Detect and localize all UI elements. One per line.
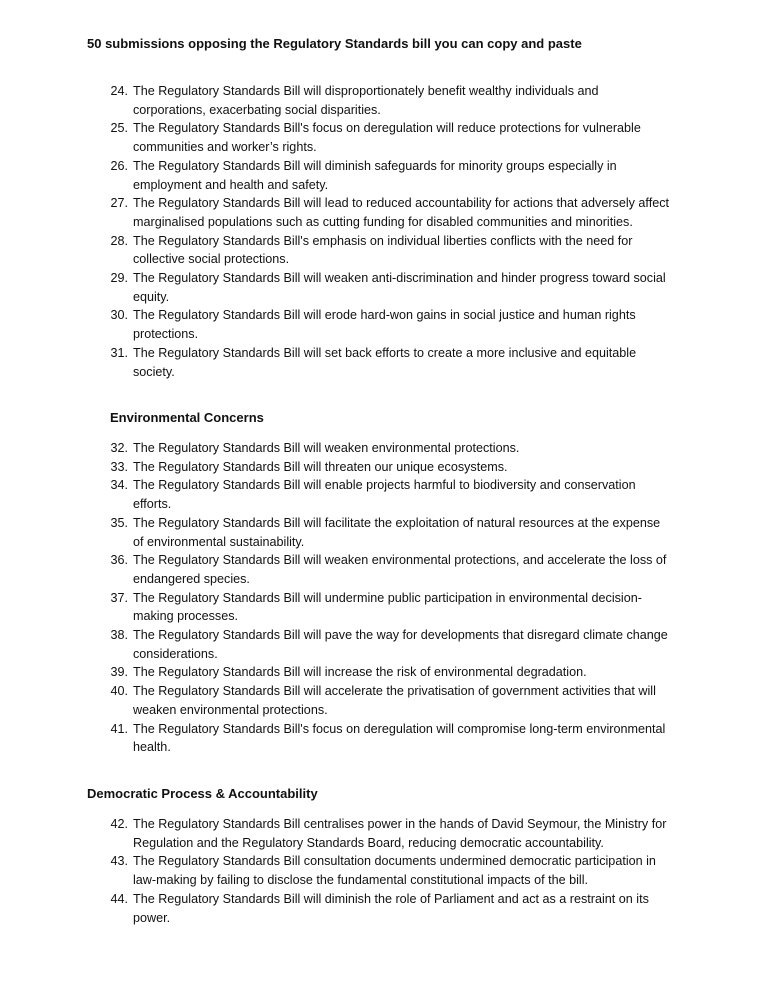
list-item bbox=[0, 589, 673, 626]
item-text: The Regulatory Standards Bill will accelerate the privatisation of government activities that will weaken environmental protections. bbox=[133, 684, 656, 717]
list-item bbox=[0, 551, 673, 588]
item-number: 43. bbox=[110, 854, 128, 869]
item-text: The Regulatory Standards Bill's focus on deregulation will compromise long-term environmental health. bbox=[133, 721, 666, 755]
item-text: The Regulatory Standards Bill will diminish safeguards for minority groups especially in employment and health and safety. bbox=[133, 158, 617, 192]
item-text: The Regulatory Standards Bill will erode hard-won gains in social justice and human rights protections. bbox=[133, 308, 636, 342]
list-item bbox=[0, 663, 673, 682]
list-item bbox=[0, 458, 673, 477]
item-text: The Regulatory Standards Bill will diminish the role of Parliament and act as a restraint on its power. bbox=[133, 891, 649, 925]
item-number: 34. bbox=[110, 478, 128, 493]
list-item bbox=[0, 119, 673, 156]
document-title: 50 submissions opposing the Regulatory Standards bill you can copy and paste bbox=[87, 36, 582, 51]
item-number: 32. bbox=[110, 441, 128, 455]
item-number: 40. bbox=[110, 684, 128, 699]
item-text: The Regulatory Standards Bill will undermine public participation in environmental decision-making processes. bbox=[133, 590, 642, 624]
list-item bbox=[0, 476, 673, 513]
section-heading-environmental: Environmental Concerns bbox=[110, 410, 264, 425]
list-item bbox=[0, 514, 673, 551]
list-item bbox=[0, 626, 673, 663]
democratic-process-list bbox=[0, 815, 760, 927]
item-text: The Regulatory Standards Bill will facilitate the exploitation of natural resources at the expense of environmental sustainability. bbox=[133, 515, 661, 549]
item-text: The Regulatory Standards Bill will lead to reduced accountability for actions that adversely affect marginalised populations such as cutting funding for disabled communities and minorities. bbox=[133, 196, 669, 229]
list-item bbox=[0, 682, 673, 719]
item-number: 38. bbox=[110, 628, 128, 643]
item-text: The Regulatory Standards Bill will weaken anti-discrimination and hinder progress toward social equity. bbox=[133, 271, 666, 304]
item-number: 39. bbox=[110, 665, 128, 680]
item-text: The Regulatory Standards Bill centralises power in the hands of David Seymour, the Ministry for Regulation and the Regulatory Standards Board, reducing democratic accountability. bbox=[133, 817, 667, 850]
list-item bbox=[0, 815, 673, 852]
list-item bbox=[0, 269, 673, 306]
item-number: 35. bbox=[110, 515, 128, 530]
item-number: 41. bbox=[110, 721, 128, 736]
item-text: The Regulatory Standards Bill will pave the way for developments that disregard climate change considerations. bbox=[133, 628, 668, 661]
item-text: The Regulatory Standards Bill will increase the risk of environmental degradation. bbox=[133, 665, 587, 680]
item-number: 36. bbox=[110, 553, 128, 568]
social-concerns-list bbox=[0, 82, 760, 381]
item-number: 31. bbox=[110, 345, 128, 360]
item-number: 37. bbox=[110, 590, 128, 605]
list-item bbox=[0, 157, 673, 194]
section-heading-democratic: Democratic Process & Accountability bbox=[87, 786, 318, 801]
item-number: 30. bbox=[110, 308, 128, 323]
environmental-concerns-list bbox=[0, 439, 760, 757]
item-number: 44. bbox=[110, 891, 128, 906]
item-text: The Regulatory Standards Bill consultation documents undermined democratic participation in law-making by failing to disclose the fundamental constitutional impacts of the bill. bbox=[133, 854, 656, 888]
item-number: 25. bbox=[110, 121, 128, 136]
list-item bbox=[0, 720, 673, 757]
list-item bbox=[0, 439, 673, 458]
item-number: 26. bbox=[110, 158, 128, 173]
list-item bbox=[0, 890, 673, 927]
list-item bbox=[0, 194, 673, 231]
item-number: 24. bbox=[110, 84, 128, 98]
item-text: The Regulatory Standards Bill will disproportionately benefit wealthy individuals and corporations, exacerbating social disparities. bbox=[133, 84, 599, 117]
item-text: The Regulatory Standards Bill will enable projects harmful to biodiversity and conservation efforts. bbox=[133, 478, 636, 512]
list-item bbox=[0, 344, 673, 381]
item-number: 42. bbox=[110, 817, 128, 831]
item-number: 28. bbox=[110, 233, 128, 248]
list-item bbox=[0, 852, 673, 889]
item-number: 27. bbox=[110, 196, 128, 211]
item-text: The Regulatory Standards Bill's focus on deregulation will reduce protections for vulnerable communities and worker’s rights. bbox=[133, 121, 641, 155]
item-text: The Regulatory Standards Bill will set back efforts to create a more inclusive and equitable society. bbox=[133, 345, 637, 379]
item-number: 33. bbox=[110, 459, 128, 474]
item-text: The Regulatory Standards Bill's emphasis on individual liberties conflicts with the need for collective social protections. bbox=[133, 233, 633, 267]
item-text: The Regulatory Standards Bill will threaten our unique ecosystems. bbox=[133, 459, 508, 474]
list-item bbox=[0, 232, 673, 269]
list-item bbox=[0, 82, 673, 119]
item-text: The Regulatory Standards Bill will weaken environmental protections, and accelerate the loss of endangered species. bbox=[133, 553, 667, 586]
list-item bbox=[0, 306, 673, 343]
item-number: 29. bbox=[110, 271, 128, 286]
item-text: The Regulatory Standards Bill will weaken environmental protections. bbox=[133, 441, 520, 455]
